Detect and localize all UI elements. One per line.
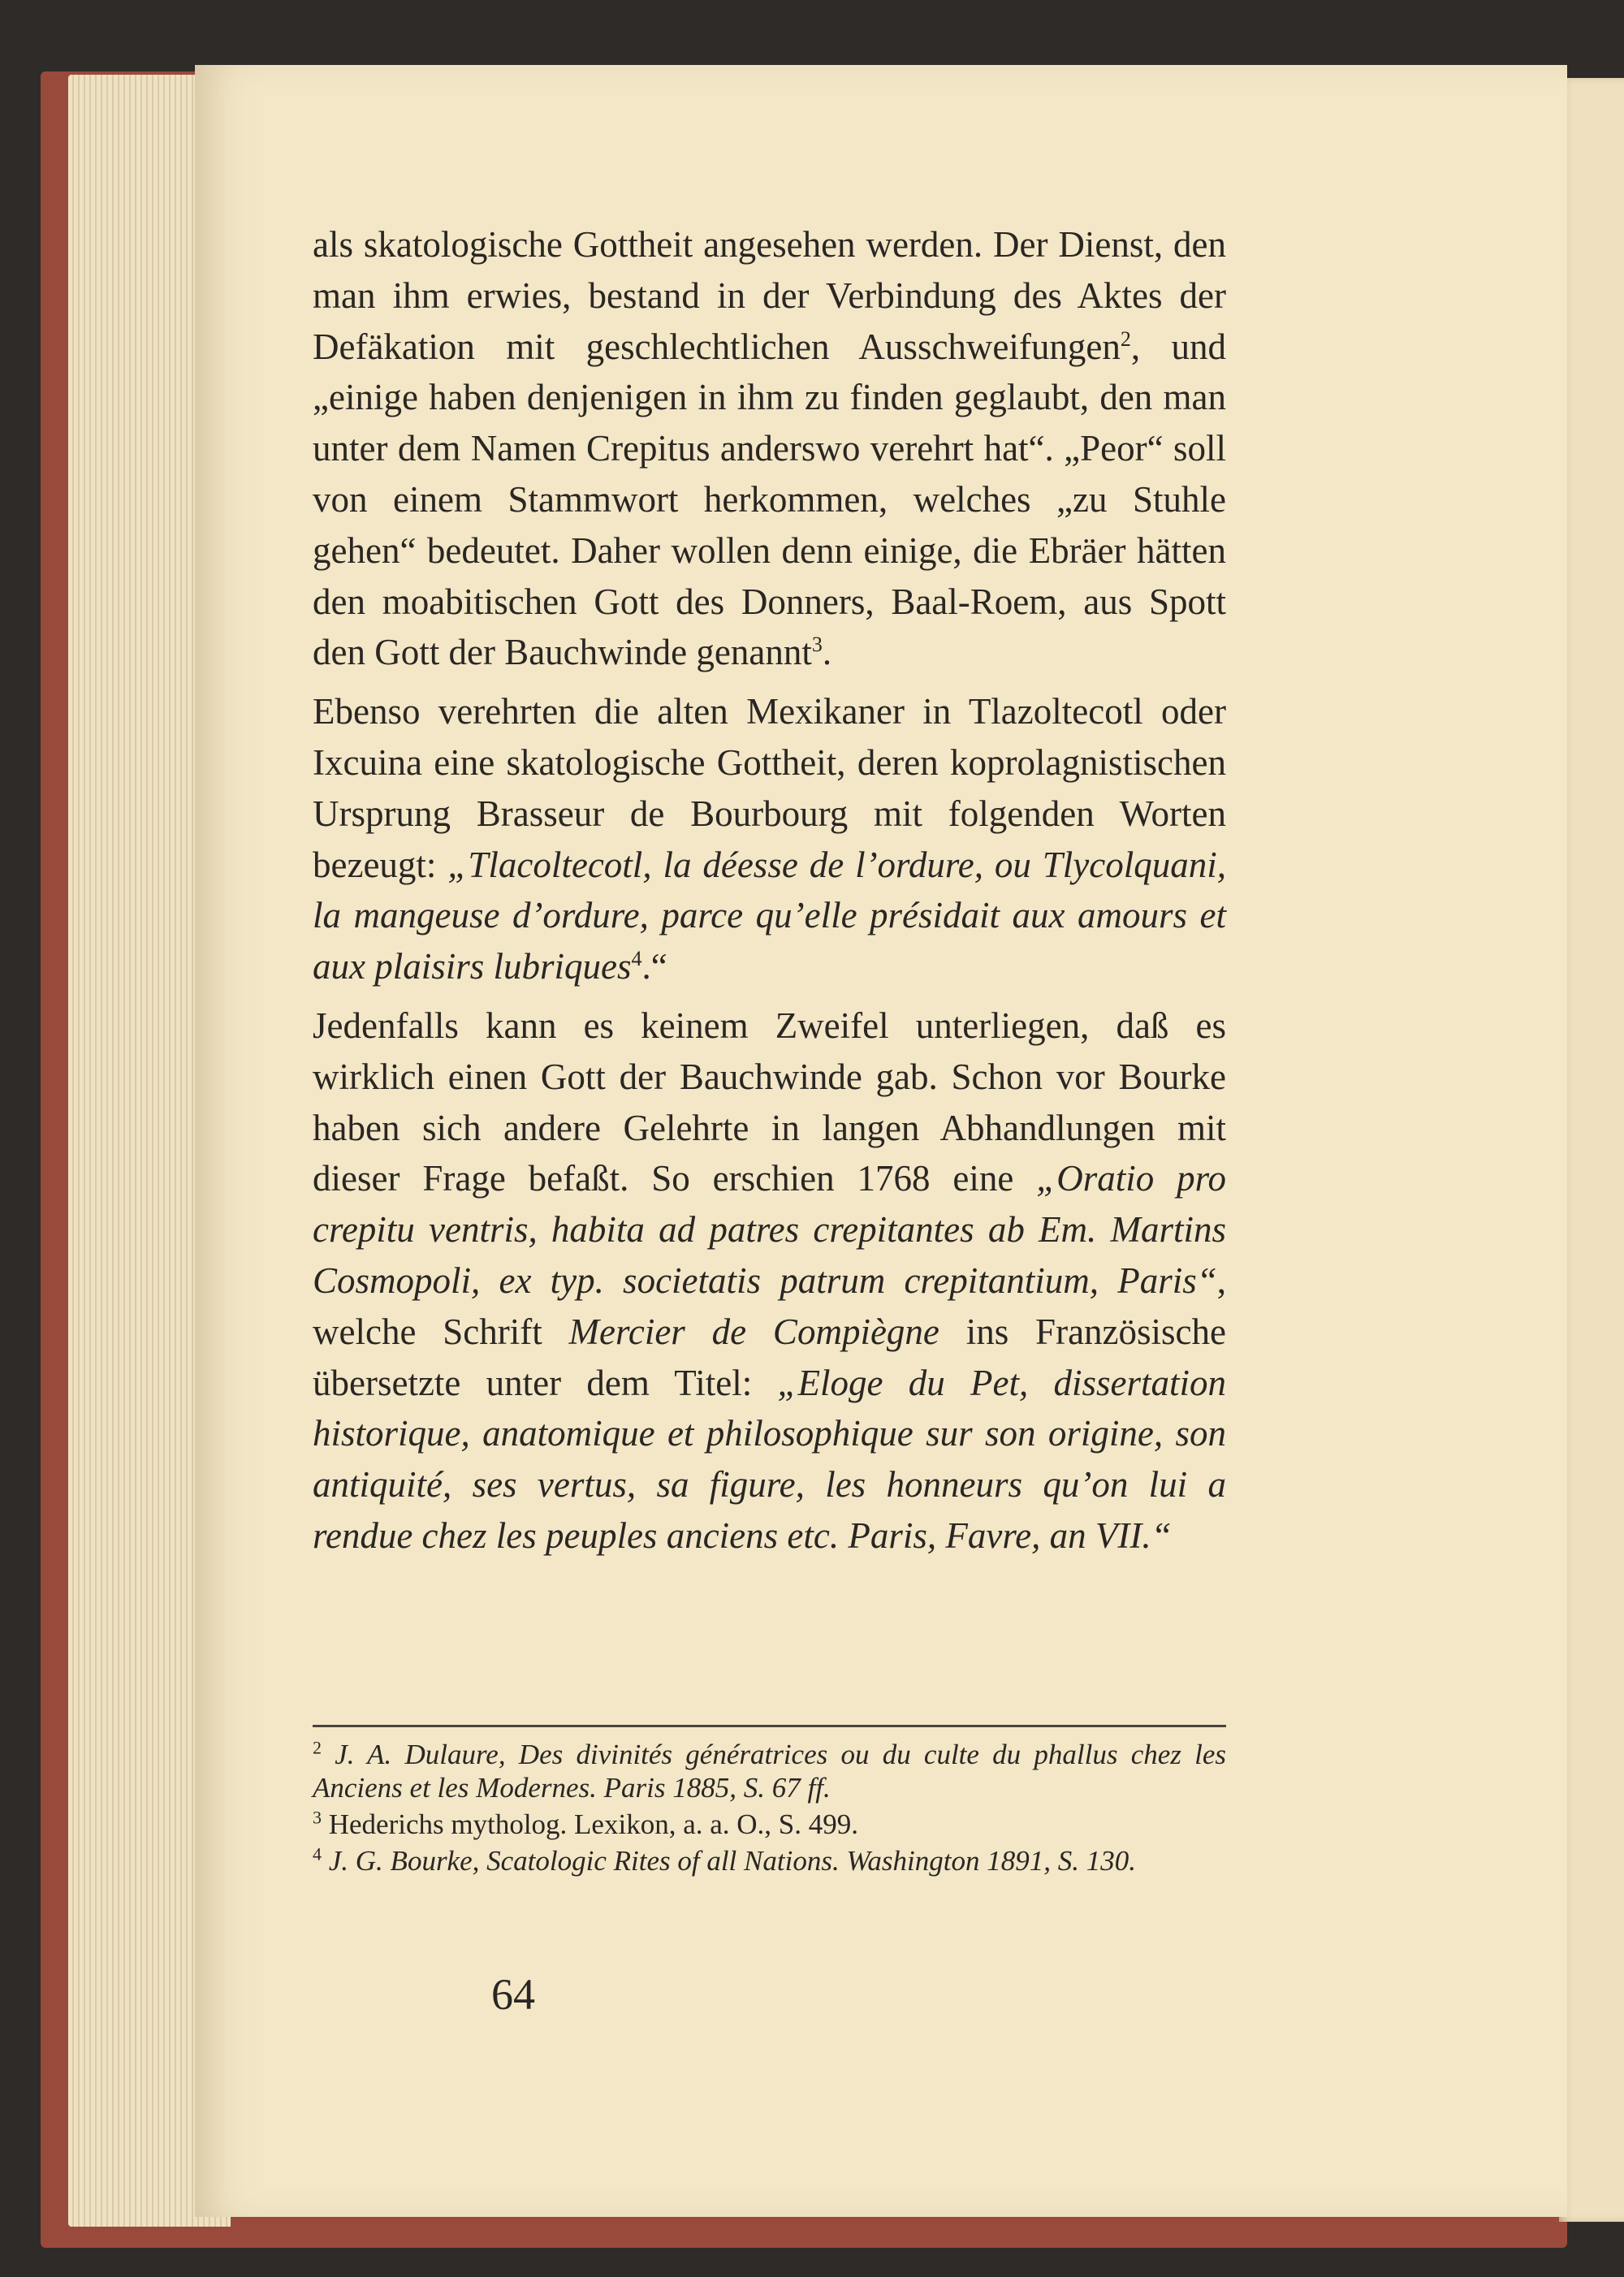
footnote [313, 1808, 1226, 1841]
footnote-marker: 4 [313, 1843, 322, 1864]
paragraph [313, 219, 1226, 678]
text-run: . [822, 632, 832, 673]
italic-text: Mercier de Compiègne [568, 1311, 939, 1352]
body-text [313, 219, 1226, 1562]
page-number: 64 [491, 1970, 535, 2019]
italic-text: J. G. Bourke, Scatologic Rites of all Nations. Washington 1891, S. 130. [322, 1845, 1136, 1877]
footnote-marker: 3 [313, 1807, 322, 1828]
footnote-marker: 4 [631, 947, 642, 971]
italic-text: „Eloge du Pet, dissertation historique, anatomique et philosophique sur son origine, son antiquité, ses vertus, sa figure, les honneurs qu’on lui a rendue chez les peuples anciens etc. Paris, Favre, an VII.“ [313, 1362, 1226, 1556]
text-run: .“ [641, 946, 667, 987]
footnote-marker: 3 [811, 633, 823, 657]
text-run: , welche Schrift [313, 1259, 1226, 1352]
footnote [313, 1738, 1226, 1804]
text-run: als skatologische Gottheit angesehen werden. Der Dienst, den man ihm erwies, bestand in der Verbindung des Aktes der Defäkation mit geschlechtlichen Ausschweifungen [313, 224, 1226, 367]
text-run: ins Französische übersetzte unter dem Titel: [313, 1311, 1226, 1403]
paragraph [313, 686, 1226, 992]
footnote-marker: 2 [313, 1737, 322, 1758]
text-run: Jedenfalls kann es keinem Zweifel unterliegen, daß es wirklich einen Gott der Bauchwinde gab. Schon vor Bourke haben sich andere Gelehrte in langen Abhandlungen mit dieser Frage befaßt. So erschien 1768 eine [313, 1005, 1226, 1199]
text-run: , und „einige haben denjenigen in ihm zu finden geglaubt, den man unter dem Namen Crepitus anderswo verehrt hat“. „Peor“ soll von einem Stammwort herkommen, welches „zu Stuhle gehen“ bedeutet. Daher wollen denn einige, die Ebräer hätten den moabitischen Gott des Donners, Baal-Roem, aus Spott den Gott der Bauchwinde genannt [313, 326, 1226, 673]
footnotes [313, 1738, 1226, 1881]
italic-text: J. A. Dulaure, Des divinités génératrices ou du culte du phallus chez les Anciens et les Modernes. Paris 1885, S. 67 ff. [313, 1739, 1226, 1804]
footnote-marker: 2 [1120, 326, 1131, 351]
text-run: Ebenso verehrten die alten Mexikaner in Tlazoltecotl oder Ixcuina eine skatologische Gottheit, deren koprolagnistischen Ursprung Brasseur de Bourbourg mit folgenden Worten bezeugt: [313, 691, 1226, 885]
next-page-edge [1559, 78, 1624, 2222]
italic-text: „Oratio pro crepitu ventris, habita ad patres crepitantes ab Em. Martins Cosmopoli, ex typ. societatis patrum crepitantium, Paris“ [313, 1158, 1226, 1301]
italic-text: „Tlacoltecotl, la déesse de l’ordure, ou Tlycolquani, la mangeuse d’ordure, parce qu’elle présidait aux amours et aux plaisirs lubriques [313, 844, 1226, 987]
footnote [313, 1844, 1226, 1877]
text-run: Hederichs mytholog. Lexikon, a. a. O., S. 499. [322, 1808, 859, 1840]
paragraph [313, 1000, 1226, 1562]
footnote-divider [313, 1725, 1226, 1727]
